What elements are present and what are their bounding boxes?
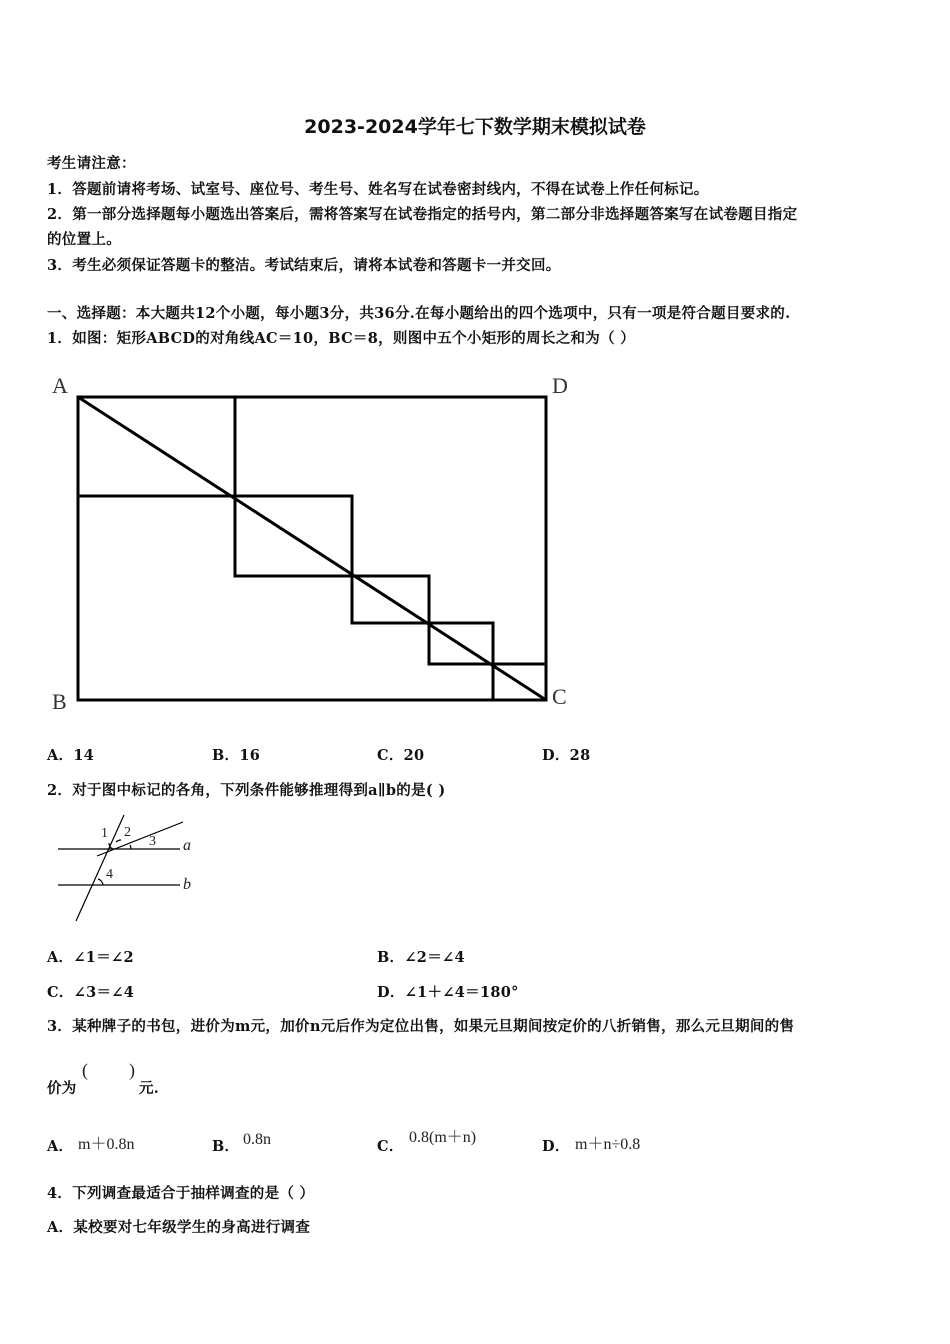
- line-label-b: b: [183, 876, 191, 893]
- page-title: 2023-2024学年七下数学期末模拟试卷: [304, 116, 646, 138]
- line-label-a: a: [183, 837, 191, 854]
- q1-option-a[interactable]: A．14: [47, 747, 95, 764]
- angle-label-4: 4: [106, 867, 113, 882]
- answer-blank-close: ): [129, 1060, 135, 1080]
- q3-option-b-letter[interactable]: B．: [212, 1138, 240, 1155]
- answer-blank-open: (: [82, 1060, 88, 1080]
- question-1-stem: 1．如图：矩形ABCD的对角线AC＝10，BC＝8，则图中五个小矩形的周长之和为（ ）: [47, 330, 636, 347]
- oblique-line: [97, 822, 183, 856]
- question-4-stem: 4．下列调查最适合于抽样调查的是（ ）: [47, 1185, 315, 1202]
- angle-label-2: 2: [124, 825, 131, 840]
- question-3-stem-end: 元.: [139, 1080, 160, 1097]
- transversal-line: [76, 815, 124, 921]
- angle-4-arc: [98, 879, 103, 885]
- q3-option-c-letter[interactable]: C．: [377, 1138, 404, 1155]
- vertex-label-c: C: [552, 684, 567, 709]
- angle-label-3: 3: [149, 834, 156, 849]
- notice-heading: 考生请注意：: [47, 155, 136, 172]
- q3-option-b-expr[interactable]: 0.8n: [243, 1131, 271, 1148]
- question-3-stem: 3．某种牌子的书包，进价为m元，加价n元后作为定位出售，如果元旦期间按定价的八折销售，那么元旦期间的售: [47, 1018, 795, 1035]
- notice-line-1: 1．答题前请将考场、试室号、座位号、考生号、姓名写在试卷密封线内，不得在试卷上作任何标记。: [47, 181, 709, 198]
- q1-option-d[interactable]: D．28: [542, 747, 591, 764]
- q3-option-a-expr[interactable]: m＋0.8n: [78, 1136, 135, 1153]
- q3-option-a-letter[interactable]: A．: [47, 1138, 74, 1155]
- q2-option-d[interactable]: D．∠1＋∠4＝180°: [377, 984, 519, 1001]
- q4-option-a[interactable]: A．某校要对七年级学生的身高进行调查: [47, 1219, 311, 1236]
- angle-2-arc: [116, 840, 121, 842]
- q2-option-c[interactable]: C．∠3＝∠4: [47, 984, 135, 1001]
- question-3-stem-cont: 价为: [47, 1080, 77, 1097]
- section-heading: 一、选择题：本大题共12个小题，每小题3分，共36分.在每小题给出的四个选项中，只有一项是符合题目要求的.: [47, 305, 791, 322]
- question-2-stem: 2．对于图中标记的各角，下列条件能够推理得到a∥b的是( ): [47, 782, 446, 799]
- vertex-label-a: A: [52, 373, 68, 398]
- q1-option-b[interactable]: B．16: [212, 747, 261, 764]
- angle-label-1: 1: [101, 826, 108, 841]
- q3-option-d-expr[interactable]: m＋n÷0.8: [575, 1136, 641, 1153]
- q3-option-c-expr[interactable]: 0.8(m＋n): [409, 1129, 477, 1146]
- q1-option-c[interactable]: C．20: [377, 747, 425, 764]
- vertex-label-b: B: [52, 689, 67, 714]
- vertex-label-d: D: [552, 373, 568, 398]
- q2-option-b[interactable]: B．∠2＝∠4: [377, 949, 465, 966]
- notice-line-3: 3．考生必须保证答题卡的整洁。考试结束后，请将本试卷和答题卡一并交回。: [47, 257, 561, 274]
- notice-line-2: 2．第一部分选择题每小题选出答案后，需将答案写在试卷指定的括号内，第二部分非选择题答案写在试卷题目指定: [47, 206, 798, 223]
- q2-option-a[interactable]: A．∠1＝∠2: [47, 949, 134, 966]
- q3-option-d-letter[interactable]: D．: [542, 1138, 570, 1155]
- notice-line-2-cont: 的位置上。: [47, 231, 121, 248]
